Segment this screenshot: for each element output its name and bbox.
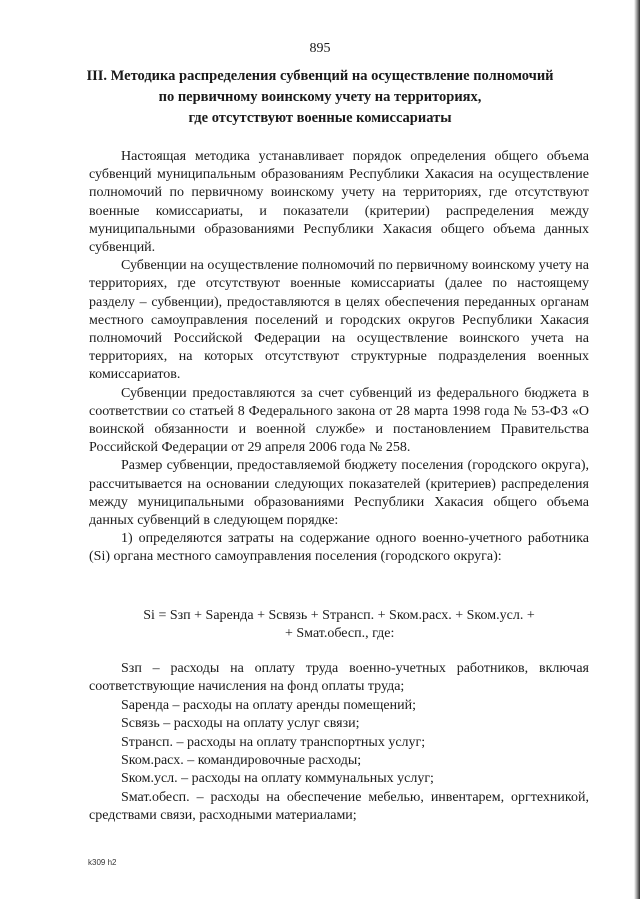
definition-item: Sком.расх. – командировочные расходы; <box>121 753 362 769</box>
formula-line: Si = Sзп + Sаренда + Sсвязь + Sтрансп. + Sком.расх. + Sком.усл. + <box>143 608 535 623</box>
definition-item: Sзп – расходы на оплату труда военно-учетных работников, включая соответствующие начисления на фонд оплаты труда; <box>89 661 589 695</box>
formula-line: + Sмат.обесп., где: <box>285 626 395 641</box>
definition-item: Sком.усл. – расходы на оплату коммунальных услуг; <box>121 771 434 787</box>
section-heading <box>60 66 580 129</box>
cost-formula <box>89 607 589 643</box>
heading-line: III. Методика распределения субвенций на осуществление полномочий <box>86 68 554 84</box>
heading-line: по первичному воинскому учету на территориях, <box>158 89 482 105</box>
definition-item: Sаренда – расходы на оплату аренды помещений; <box>121 697 416 713</box>
footer-code: k309 h2 <box>88 858 117 867</box>
page-number: 895 <box>309 41 331 56</box>
paragraph-purpose: Субвенции на осуществление полномочий по первичному воинскому учету на территориях, где отсутствуют военные комиссариаты (далее по настоящему разделу – субвенции), предоставляются в целях обеспечения переданных органам местного самоуправления поселений и городских округов Республики Хакасия полномочий Российской Федерации на осуществление воинского учета на территориях, на которых отсутствуют структурные подразделения военных комиссариатов. <box>89 258 589 383</box>
document-body <box>89 148 589 567</box>
paragraph-step-1: 1) определяются затраты на содержание одного военно-учетного работника (Si) органа местного самоуправления поселения (городского округа): <box>89 531 589 565</box>
definition-item: Sтрансп. – расходы на оплату транспортных услуг; <box>121 734 426 750</box>
formula-definitions <box>89 660 589 826</box>
heading-line: где отсутствуют военные комиссариаты <box>188 110 452 126</box>
definition-item: Sмат.обесп. – расходы на обеспечение мебелью, инвентарем, оргтехникой, средствами связи, расходными материалами; <box>89 789 589 824</box>
paragraph-calculation-basis: Размер субвенции, предоставляемой бюджету поселения (городского округа), рассчитывается на основании следующих показателей (критериев) распределения между муниципальными образованиями Республики Хакасия общего объема данных субвенций в следующем порядке: <box>89 458 589 529</box>
paragraph-scope: Настоящая методика устанавливает порядок определения общего объема субвенций муниципальным образованиям Республики Хакасия на осуществление полномочий по первичному воинскому учету на территориях, где отсутствуют военные комиссариаты, и показатели (критерии) распределения между муниципальными образованиями Республики Хакасия общего объема данных субвенций. <box>89 149 589 256</box>
paragraph-funding-source: Субвенции предоставляются за счет субвенций из федерального бюджета в соответствии со статьей 8 Федерального закона от 28 марта 1998 года № 53-ФЗ «О воинской обязанности и военной службе» и постановлением Правительства Российской Федерации от 29 апреля 2006 года № 258. <box>89 385 589 456</box>
scan-edge-shadow <box>634 0 640 899</box>
definition-item: Sсвязь – расходы на оплату услуг связи; <box>121 716 360 732</box>
